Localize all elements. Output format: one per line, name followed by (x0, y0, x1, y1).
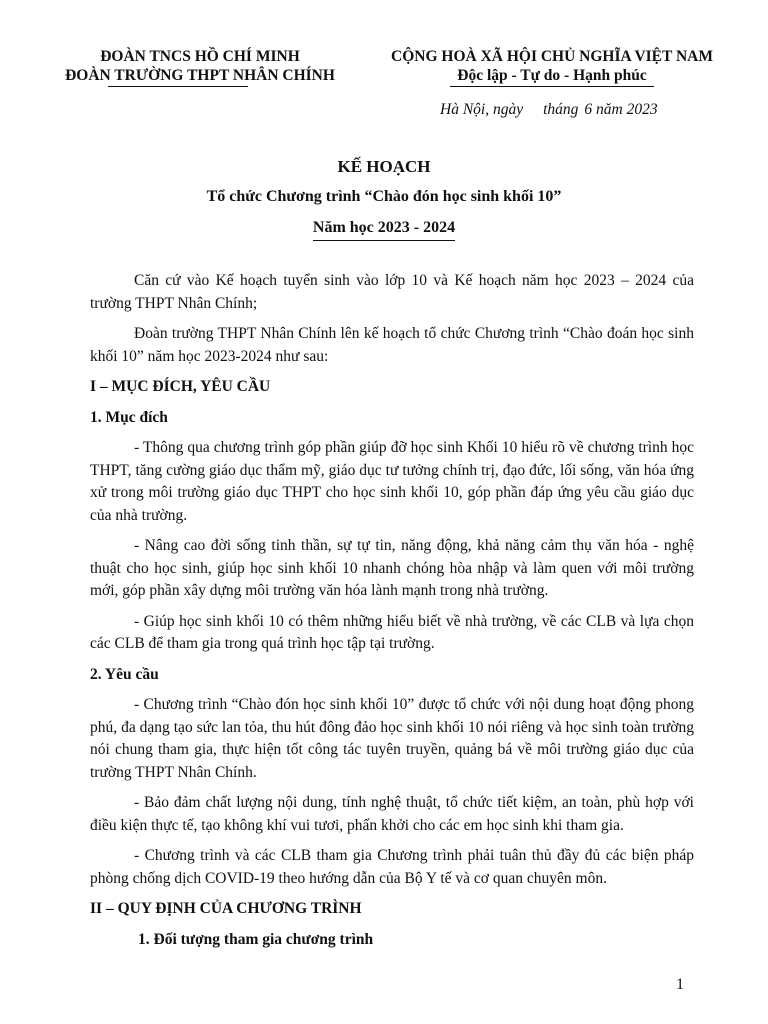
document-school-year (0, 217, 768, 241)
date-line (440, 101, 702, 119)
org-underline (108, 86, 248, 87)
org-line-2: ĐOÀN TRƯỜNG THPT NHÂN CHÍNH (65, 67, 335, 84)
intro-paragraph-2: Đoàn trường THPT Nhân Chính lên kế hoạch tổ chức Chương trình “Chào đoán học sinh khối 10” năm học 2023-2024 như sau: (90, 325, 694, 365)
date-month-year: 6 năm 2023 (584, 101, 658, 118)
purpose-paragraph-1: - Thông qua chương trình góp phần giúp đỡ học sinh Khối 10 hiểu rõ về chương trình học THPT, tăng cường giáo dục thẩm mỹ, giáo dục tư tưởng chính trị, đạo đức, lối sống, văn hóa ứng xử trong môi trường giáo dục THPT cho học sinh khối 10, góp phần đáp ứng yêu cầu giáo dục của nhà trường. (90, 439, 694, 524)
requirement-paragraph-3: - Chương trình và các CLB tham gia Chương trình phải tuân thủ đầy đủ các biện pháp phòng chống dịch COVID-19 theo hướng dẫn của Bộ Y tế và cơ quan chuyên môn. (90, 847, 694, 887)
document-subtitle: Tổ chức Chương trình “Chào đón học sinh khối 10” (206, 188, 562, 205)
intro-paragraph-1: Căn cứ vào Kế hoạch tuyển sinh vào lớp 10 và Kế hoạch năm học 2023 – 2024 của trường THPT Nhân Chính; (90, 272, 694, 312)
motto-underline (450, 86, 654, 87)
school-year-text: Năm học 2023 - 2024 (313, 217, 455, 241)
document-title: KẾ HOẠCH (337, 157, 431, 176)
date-month-label: tháng (543, 101, 579, 118)
document-title-block (0, 155, 768, 241)
page-number: 1 (676, 976, 684, 993)
purpose-paragraph-3: - Giúp học sinh khối 10 có thêm những hiểu biết về nhà trường, về các CLB và lựa chọn các CLB để tham gia trong quá trình học tập tại trường. (90, 612, 694, 652)
document-body (90, 270, 694, 959)
subsection-heading-requirements: 2. Yêu cầu (90, 665, 159, 683)
date-place-day: Hà Nội, ngày (440, 101, 524, 118)
section-heading-1: I – MỤC ĐÍCH, YÊU CẦU (90, 378, 271, 395)
subsection-heading-purpose: 1. Mục đích (90, 408, 168, 426)
requirement-paragraph-1: - Chương trình “Chào đón học sinh khối 10” được tổ chức với nội dung hoạt động phong phú, đa dạng tạo sức lan tỏa, thu hút đông đảo học sinh khối 10 nói riêng và học sinh toàn trường nói chung tham gia, thực hiện tốt công tác tuyên truyền, quảng bá về môi trường giáo dục của trường THPT Nhân Chính. (90, 696, 694, 781)
org-line-1: ĐOÀN TNCS HỒ CHÍ MINH (100, 48, 300, 65)
national-header (372, 47, 732, 85)
subsection-heading-participants: 1. Đối tượng tham gia chương trình (138, 930, 374, 948)
nation-line-1: CỘNG HOÀ XÃ HỘI CHỦ NGHĨA VIỆT NAM (391, 48, 713, 65)
purpose-paragraph-2: - Nâng cao đời sống tinh thần, sự tự tin, năng động, khả năng cảm thụ văn hóa - nghệ thuật cho học sinh, giúp học sinh khối 10 nhanh chóng hòa nhập và làm quen với môi trường mới, góp phần xây dựng môi trường văn hóa lành mạnh trong nhà trường. (90, 537, 694, 599)
nation-motto: Độc lập - Tự do - Hạnh phúc (457, 67, 647, 84)
organization-header (50, 47, 350, 85)
requirement-paragraph-2: - Bảo đảm chất lượng nội dung, tính nghệ thuật, tổ chức tiết kiệm, an toàn, phù hợp với điều kiện thực tế, tạo không khí vui tươi, phấn khởi cho các em học sinh khi tham gia. (90, 794, 694, 834)
section-heading-2: II – QUY ĐỊNH CỦA CHƯƠNG TRÌNH (90, 900, 362, 917)
